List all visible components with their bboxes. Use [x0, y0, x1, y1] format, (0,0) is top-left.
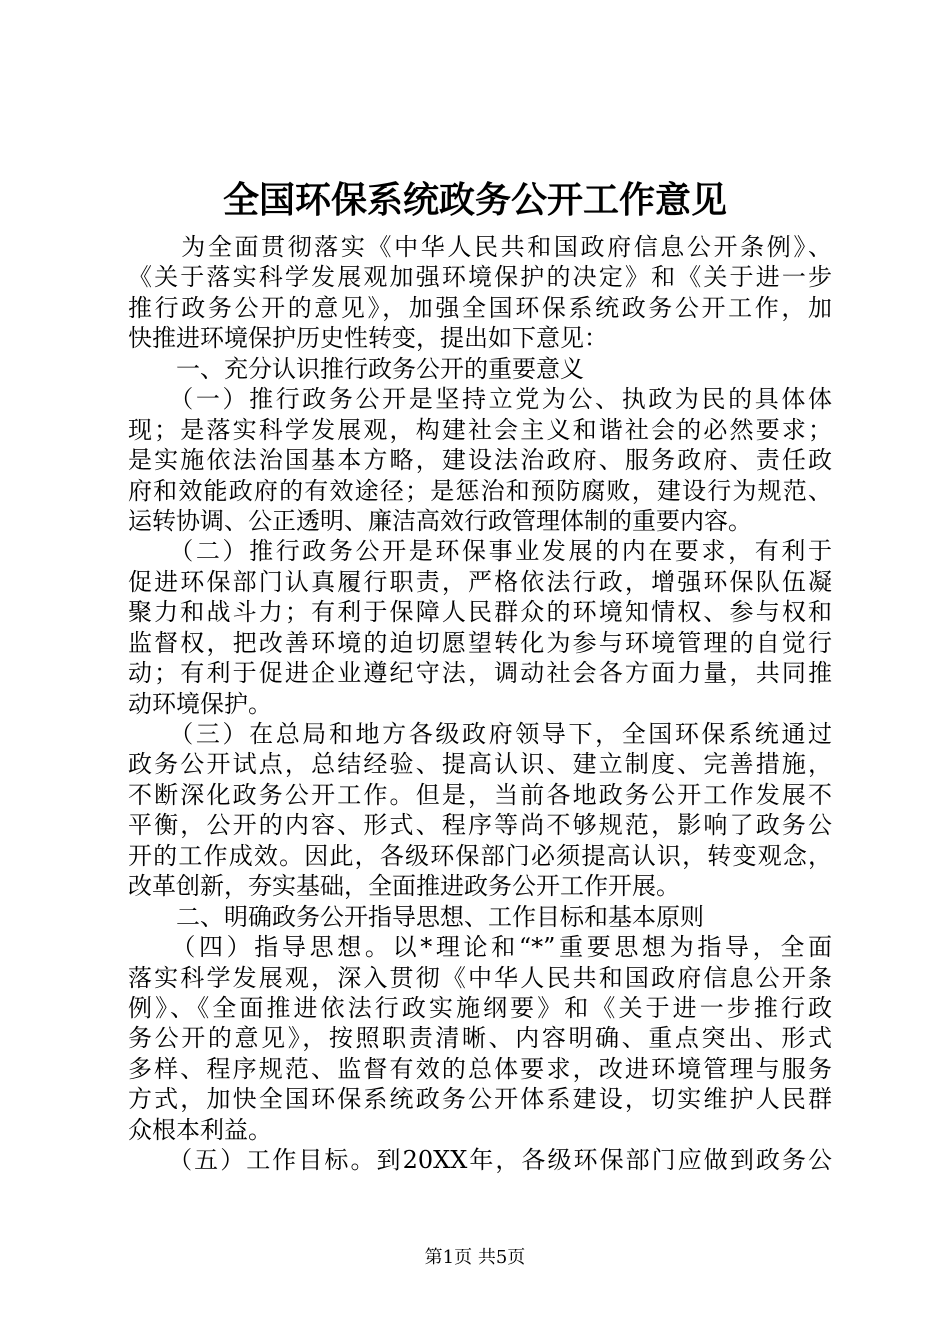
text-line: 动；有利于促进企业遵纪守法，调动社会各方面力量，共同推 [128, 659, 832, 688]
text-line: 政务公开试点，总结经验、提高认识、建立制度、完善措施， [128, 750, 832, 779]
text-line: （二）推行政务公开是环保事业发展的内在要求，有利于 [128, 537, 832, 566]
text-line: 监督权，把改善环境的迫切愿望转化为参与环境管理的自觉行 [128, 628, 832, 657]
text-line: 众根本利益。 [128, 1115, 272, 1144]
text-line: 《关于落实科学发展观加强环境保护的决定》和《关于进一步 [128, 263, 832, 292]
text-line: 动环境保护。 [128, 689, 272, 718]
text-line: 为全面贯彻落实《中华人民共和国政府信息公开条例》、 [128, 233, 832, 261]
text-line: 开的工作成效。因此，各级环保部门必须提高认识，转变观念， [128, 841, 832, 870]
text-line: 是实施依法治国基本方略，建设法治政府、服务政府、责任政 [128, 446, 832, 475]
page-footer: 第1页 共5页 [424, 1247, 526, 1268]
text-line: 现；是落实科学发展观，构建社会主义和谐社会的必然要求； [128, 415, 832, 444]
text-line: 推行政务公开的意见》，加强全国环保系统政务公开工作，加 [128, 293, 832, 322]
text-line: 一、充分认识推行政务公开的重要意义 [128, 354, 584, 383]
text-line: 务公开的意见》，按照职责清晰、内容明确、重点突出、形式 [128, 1024, 832, 1053]
text-line: 二、明确政务公开指导思想、工作目标和基本原则 [128, 902, 704, 931]
text-line: 平衡，公开的内容、形式、程序等尚不够规范，影响了政务公 [128, 811, 832, 840]
text-line: 快推进环境保护历史性转变，提出如下意见： [128, 324, 608, 353]
text-line: （四）指导思想。以*理论和“*”重要思想为指导，全面 [128, 933, 832, 962]
text-line: 聚力和战斗力；有利于保障人民群众的环境知情权、参与权和 [128, 598, 832, 627]
text-line: （五）工作目标。到20XX年，各级环保部门应做到政务公 [128, 1146, 832, 1175]
text-line: 促进环保部门认真履行职责，严格依法行政，增强环保队伍凝 [128, 567, 832, 596]
document-title: 全国环保系统政务公开工作意见 [222, 179, 727, 221]
text-line: （一）推行政务公开是坚持立党为公、执政为民的具体体 [128, 385, 832, 414]
text-line: 运转协调、公正透明、廉洁高效行政管理体制的重要内容。 [128, 506, 752, 535]
text-line: 多样、程序规范、监督有效的总体要求，改进环境管理与服务 [128, 1054, 832, 1083]
text-line: 府和效能政府的有效途径；是惩治和预防腐败，建设行为规范、 [128, 476, 832, 505]
text-line: 改革创新，夯实基础，全面推进政务公开工作开展。 [128, 872, 680, 901]
text-line: （三）在总局和地方各级政府领导下，全国环保系统通过 [128, 720, 832, 748]
document-body [128, 232, 832, 1176]
text-line: 不断深化政务公开工作。但是，当前各地政务公开工作发展不 [128, 780, 832, 809]
text-line: 落实科学发展观，深入贯彻《中华人民共和国政府信息公开条 [128, 963, 832, 992]
text-line: 例》、《全面推进依法行政实施纲要》和《关于进一步推行政 [128, 993, 832, 1022]
text-line: 方式，加快全国环保系统政务公开体系建设，切实维护人民群 [128, 1085, 832, 1114]
